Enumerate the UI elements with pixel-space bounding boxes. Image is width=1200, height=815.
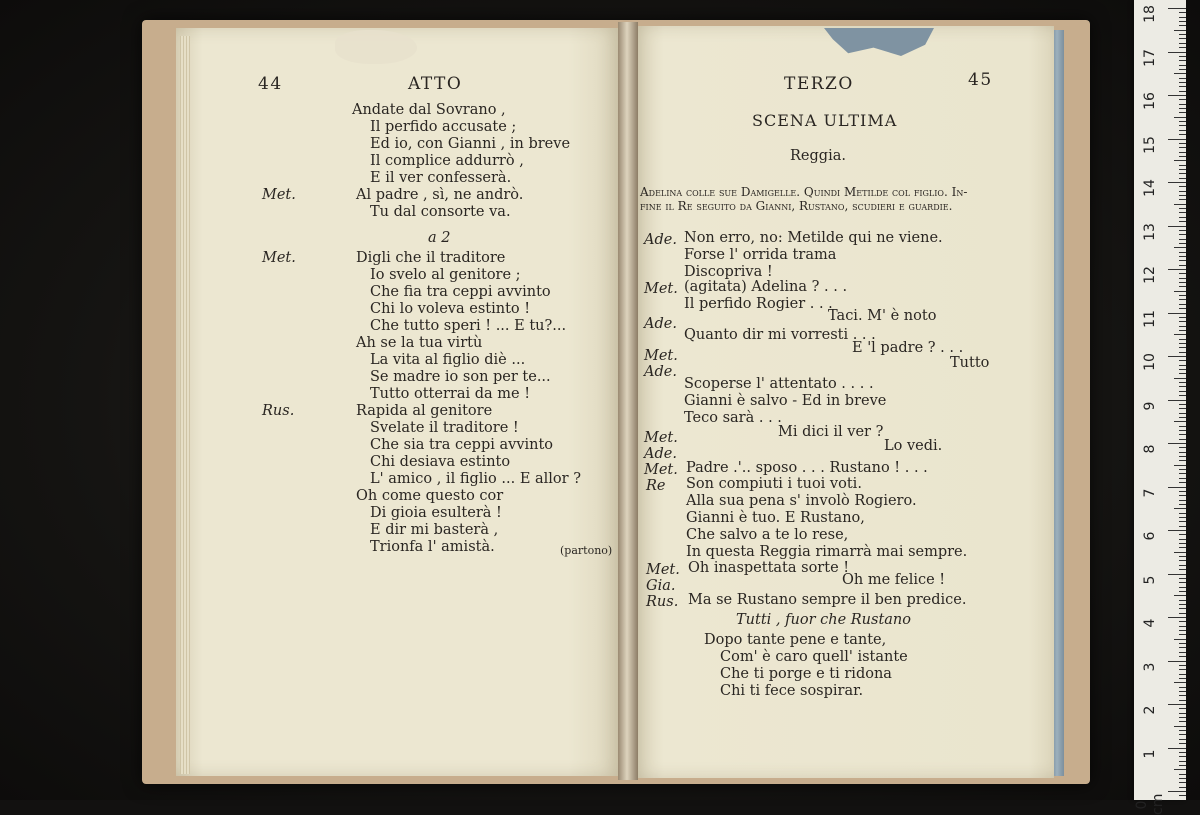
- ruler-number: 12: [1142, 266, 1158, 284]
- verse-line: Teco sarà . . .: [684, 410, 782, 426]
- verse-line: Scoperse l' attentato . . . .: [684, 376, 874, 392]
- ruler-tick: [1179, 252, 1186, 253]
- ruler-tick: [1179, 199, 1186, 200]
- ruler-tick: [1168, 269, 1186, 270]
- right-running-head: TERZO: [784, 74, 854, 94]
- ruler-tick: [1179, 43, 1186, 44]
- ruler-number: 17: [1142, 48, 1158, 67]
- a-due-heading: a 2: [428, 230, 451, 246]
- ruler-tick: [1179, 613, 1186, 614]
- ruler-tick: [1179, 347, 1186, 348]
- ruler-tick: [1179, 82, 1186, 83]
- ruler-number: 16: [1142, 92, 1158, 110]
- ruler-tick: [1168, 661, 1186, 662]
- ruler-tick: [1179, 112, 1186, 113]
- ruler-tick: [1179, 156, 1186, 157]
- ruler-tick: [1168, 791, 1186, 792]
- ruler-tick: [1174, 682, 1186, 683]
- ruler-number: 0 cm: [1134, 793, 1166, 815]
- tutti-heading: Tutti , fuor che Rustano: [736, 612, 911, 628]
- verse-line: Tutto: [950, 355, 990, 371]
- ruler-tick: [1179, 782, 1186, 783]
- ruler-tick: [1179, 173, 1186, 174]
- characters-line: fine il Re seguito da Gianni, Rustano, scudieri e guardie.: [640, 199, 953, 213]
- ruler-tick: [1179, 395, 1186, 396]
- ruler-tick: [1179, 121, 1186, 122]
- speaker-label: Rus.: [262, 403, 295, 419]
- verse-line: Di gioia esulterà !: [370, 505, 502, 521]
- ruler-tick: [1174, 508, 1186, 509]
- ruler-number: 13: [1142, 222, 1158, 241]
- ruler-tick: [1179, 761, 1186, 762]
- ruler-number: 8: [1142, 444, 1158, 454]
- ruler-tick: [1179, 130, 1186, 131]
- verse-line: Che salvo a te lo rese,: [686, 527, 849, 543]
- ruler-tick: [1179, 521, 1186, 522]
- ruler-tick: [1179, 239, 1186, 240]
- verse-line: Com' è caro quell' istante: [720, 649, 908, 665]
- ruler-tick: [1179, 534, 1186, 535]
- ruler-tick: [1179, 591, 1186, 592]
- ruler-tick: [1179, 430, 1186, 431]
- ruler-tick: [1168, 356, 1186, 357]
- ruler-tick: [1179, 134, 1186, 135]
- ruler-tick: [1179, 695, 1186, 696]
- verse-line: E il ver confesserà.: [370, 170, 512, 186]
- verse-line: Io svelo al genitore ;: [370, 267, 521, 283]
- ruler-tick: [1179, 774, 1186, 775]
- ruler-tick: [1179, 730, 1186, 731]
- ruler-tick: [1179, 308, 1186, 309]
- ruler-tick: [1179, 373, 1186, 374]
- verse-line: Gianni è salvo - Ed in breve: [684, 393, 887, 409]
- ruler-tick: [1179, 186, 1186, 187]
- ruler-tick: [1168, 487, 1186, 488]
- ruler-tick: [1179, 787, 1186, 788]
- ruler-tick: [1174, 378, 1186, 379]
- ruler-tick: [1179, 452, 1186, 453]
- ruler-tick: [1179, 513, 1186, 514]
- verse-line: Il perfido accusate ;: [370, 119, 517, 135]
- ruler-tick: [1179, 734, 1186, 735]
- ruler-tick: [1168, 530, 1186, 531]
- verse-line: Forse l' orrida trama: [684, 247, 837, 263]
- ruler-tick: [1179, 434, 1186, 435]
- ruler-tick: [1179, 191, 1186, 192]
- right-page-number: 45: [968, 70, 993, 90]
- verse-line: Ma se Rustano sempre il ben predice.: [688, 592, 967, 608]
- left-page-number: 44: [258, 74, 283, 94]
- ruler-tick: [1179, 152, 1186, 153]
- ruler-tick: [1179, 230, 1186, 231]
- verse-line: In questa Reggia rimarrà mai sempre.: [686, 544, 968, 560]
- ruler-tick: [1179, 743, 1186, 744]
- ruler-tick: [1179, 756, 1186, 757]
- ruler-tick: [1179, 765, 1186, 766]
- ruler-tick: [1168, 8, 1186, 9]
- ruler-tick: [1179, 547, 1186, 548]
- verse-line: Rapida al genitore: [356, 403, 493, 419]
- verse-line: La vita al figlio diè ...: [370, 352, 526, 368]
- ruler-tick: [1174, 117, 1186, 118]
- ruler-tick: [1179, 286, 1186, 287]
- ruler-tick: [1179, 108, 1186, 109]
- ruler-tick: [1179, 408, 1186, 409]
- speaker-label: Ade.: [644, 316, 677, 332]
- ruler-tick: [1179, 717, 1186, 718]
- ruler-number: 4: [1142, 618, 1158, 628]
- verse-line: Oh come questo cor: [356, 488, 504, 504]
- ruler-tick: [1179, 104, 1186, 105]
- verse-line: Chi ti fece sospirar.: [720, 683, 864, 699]
- ruler-tick: [1179, 634, 1186, 635]
- ruler-tick: [1168, 617, 1186, 618]
- ruler-tick: [1179, 147, 1186, 148]
- ruler-tick: [1174, 639, 1186, 640]
- ruler-tick: [1179, 47, 1186, 48]
- ruler-tick: [1168, 313, 1186, 314]
- ruler-tick: [1179, 691, 1186, 692]
- ruler-tick: [1179, 495, 1186, 496]
- ruler-tick: [1168, 52, 1186, 53]
- ruler-number: 14: [1142, 179, 1158, 197]
- ruler-tick: [1179, 339, 1186, 340]
- ruler-tick: [1179, 38, 1186, 39]
- paper-tear-mark: [335, 30, 417, 64]
- ruler-tick: [1168, 226, 1186, 227]
- verse-line: Chi desiava estinto: [370, 454, 511, 470]
- verse-line: Lo vedi.: [884, 438, 943, 454]
- characters-line: Adelina colle sue Damigelle. Quindi Metilde col figlio. In-: [640, 185, 968, 199]
- ruler-tick: [1174, 595, 1186, 596]
- ruler-tick: [1174, 421, 1186, 422]
- ruler-number: 2: [1142, 705, 1158, 715]
- ruler-number: 6: [1142, 531, 1158, 541]
- ruler-tick: [1179, 652, 1186, 653]
- ruler-tick: [1179, 78, 1186, 79]
- verse-line: Oh inaspettata sorte !: [688, 560, 850, 576]
- ruler-tick: [1174, 204, 1186, 205]
- speaker-label: Ade.: [644, 364, 677, 380]
- ruler-tick: [1174, 769, 1186, 770]
- speaker-label: Rus.: [646, 594, 679, 610]
- ruler-tick: [1179, 604, 1186, 605]
- ruler-number: 1: [1142, 749, 1158, 758]
- ruler-tick: [1179, 643, 1186, 644]
- verse-line: Svelate il traditore !: [370, 420, 519, 436]
- verse-line: Tutto otterrai da me !: [370, 386, 531, 402]
- ruler-tick: [1179, 413, 1186, 414]
- ruler-tick: [1168, 95, 1186, 96]
- ruler-number: 18: [1142, 5, 1158, 23]
- ruler-tick: [1179, 647, 1186, 648]
- ruler-tick: [1168, 443, 1186, 444]
- ruler-tick: [1179, 426, 1186, 427]
- ruler-tick: [1179, 169, 1186, 170]
- ruler-tick: [1179, 86, 1186, 87]
- ruler-tick: [1168, 182, 1186, 183]
- ruler-tick: [1179, 517, 1186, 518]
- ruler-tick: [1168, 574, 1186, 575]
- ruler-tick: [1174, 291, 1186, 292]
- ruler-tick: [1179, 256, 1186, 257]
- page-edges: [180, 36, 190, 774]
- ruler-number: 11: [1142, 309, 1158, 328]
- ruler-tick: [1179, 25, 1186, 26]
- ruler-tick: [1174, 552, 1186, 553]
- ruler-tick: [1179, 60, 1186, 61]
- speaker-label: Met.: [644, 281, 678, 297]
- ruler-tick: [1174, 334, 1186, 335]
- ruler-tick: [1179, 143, 1186, 144]
- ruler-tick: [1179, 404, 1186, 405]
- ruler-tick: [1179, 369, 1186, 370]
- ruler-tick: [1179, 656, 1186, 657]
- ruler-tick: [1179, 469, 1186, 470]
- ruler-tick: [1179, 234, 1186, 235]
- ruler-tick: [1179, 282, 1186, 283]
- ruler-tick: [1179, 125, 1186, 126]
- ruler-tick: [1179, 208, 1186, 209]
- ruler-tick: [1179, 600, 1186, 601]
- ruler-tick: [1174, 160, 1186, 161]
- verse-line: Son compiuti i tuoi voti.: [686, 476, 862, 492]
- ruler-tick: [1179, 12, 1186, 13]
- verse-line: Gianni è tuo. E Rustano,: [686, 510, 865, 526]
- ruler-tick: [1179, 460, 1186, 461]
- verse-line: Ah se la tua virtù: [356, 335, 483, 351]
- verse-line: Ed io, con Gianni , in breve: [370, 136, 571, 152]
- ruler-tick: [1179, 752, 1186, 753]
- ruler-tick: [1179, 491, 1186, 492]
- ruler-tick: [1179, 439, 1186, 440]
- ruler-tick: [1179, 669, 1186, 670]
- ruler-tick: [1179, 543, 1186, 544]
- scene-setting: Reggia.: [790, 148, 846, 164]
- verse-line: Al padre , sì, ne andrò.: [356, 187, 524, 203]
- book-gutter: [618, 22, 638, 780]
- speaker-label: Gia.: [646, 578, 676, 594]
- ruler-tick: [1179, 212, 1186, 213]
- verse-line: Trionfa l' amistà.: [370, 539, 495, 555]
- ruler-tick: [1179, 99, 1186, 100]
- ruler-tick: [1179, 321, 1186, 322]
- verse-line: Oh me felice !: [842, 572, 946, 588]
- verse-line: Che fia tra ceppi avvinto: [370, 284, 551, 300]
- ruler-tick: [1179, 278, 1186, 279]
- speaker-label: Met.: [644, 462, 678, 478]
- verse-line: Non erro, no: Metilde qui ne viene.: [684, 230, 943, 246]
- verse-line: L' amico , il figlio ... E allor ?: [370, 471, 581, 487]
- ruler-tick: [1179, 21, 1186, 22]
- ruler-tick: [1179, 273, 1186, 274]
- ruler-tick: [1179, 587, 1186, 588]
- ruler-tick: [1174, 726, 1186, 727]
- ruler-tick: [1168, 704, 1186, 705]
- speaker-label: Met.: [644, 430, 678, 446]
- verse-line: Il perfido Rogier . . .: [684, 296, 833, 312]
- ruler-tick: [1179, 386, 1186, 387]
- speaker-label: Met.: [262, 250, 296, 266]
- ruler-tick: [1179, 317, 1186, 318]
- ruler-tick: [1179, 365, 1186, 366]
- ruler-tick: [1179, 221, 1186, 222]
- verse-line: Alla sua pena s' involò Rogiero.: [686, 493, 917, 509]
- verse-line: (agitata) Adelina ? . . .: [684, 279, 848, 295]
- ruler-tick: [1179, 65, 1186, 66]
- ruler-tick: [1179, 260, 1186, 261]
- ruler-tick: [1179, 447, 1186, 448]
- ruler-tick: [1179, 739, 1186, 740]
- ruler-tick: [1179, 526, 1186, 527]
- speaker-label: Met.: [644, 348, 678, 364]
- ruler-tick: [1179, 391, 1186, 392]
- ruler-tick: [1179, 569, 1186, 570]
- ruler-number: 7: [1142, 488, 1158, 497]
- verse-line: Discopriva !: [684, 264, 773, 280]
- verse-line: Che ti porge e ti ridona: [720, 666, 892, 682]
- ruler-tick: [1179, 500, 1186, 501]
- speaker-label: Re: [646, 478, 666, 494]
- ruler-tick: [1179, 473, 1186, 474]
- speaker-label: Ade.: [644, 232, 677, 248]
- verse-line: E dir mi basterà ,: [370, 522, 499, 538]
- ruler-tick: [1179, 626, 1186, 627]
- ruler-tick: [1179, 708, 1186, 709]
- ruler-tick: [1179, 456, 1186, 457]
- speaker-label: Met.: [646, 562, 680, 578]
- ruler-tick: [1179, 417, 1186, 418]
- ruler-tick: [1179, 630, 1186, 631]
- ruler-tick: [1179, 713, 1186, 714]
- verse-line: Se madre io son per te...: [370, 369, 551, 385]
- ruler-tick: [1168, 400, 1186, 401]
- ruler-tick: [1179, 687, 1186, 688]
- verse-line: Mi dici il ver ?: [778, 424, 884, 440]
- ruler-tick: [1179, 243, 1186, 244]
- ruler-tick: [1179, 721, 1186, 722]
- left-running-head: ATTO: [408, 74, 463, 94]
- ruler-tick: [1179, 295, 1186, 296]
- ruler-tick: [1179, 69, 1186, 70]
- verse-line: Che tutto speri ! ... E tu?...: [370, 318, 567, 334]
- ruler-tick: [1179, 560, 1186, 561]
- verse-line: Che sia tra ceppi avvinto: [370, 437, 554, 453]
- ruler-number: 5: [1142, 575, 1158, 584]
- ruler-tick: [1179, 195, 1186, 196]
- ruler-tick: [1179, 539, 1186, 540]
- ruler-tick: [1179, 565, 1186, 566]
- ruler-number: 15: [1142, 135, 1158, 154]
- ruler-tick: [1179, 608, 1186, 609]
- verse-line: Chi lo voleva estinto !: [370, 301, 531, 317]
- ruler-tick: [1174, 30, 1186, 31]
- ruler-tick: [1174, 247, 1186, 248]
- verse-line: Quanto dir mi vorresti . . .: [684, 327, 876, 343]
- ruler-tick: [1179, 360, 1186, 361]
- ruler-tick: [1179, 17, 1186, 18]
- ruler-tick: [1179, 352, 1186, 353]
- ruler-tick: [1179, 674, 1186, 675]
- ruler-tick: [1179, 326, 1186, 327]
- stage-direction: (partono): [560, 544, 613, 557]
- ruler-tick: [1179, 56, 1186, 57]
- ruler-tick: [1179, 778, 1186, 779]
- ruler-tick: [1168, 748, 1186, 749]
- ruler-tick: [1179, 621, 1186, 622]
- ruler-tick: [1179, 34, 1186, 35]
- verse-line: Tu dal consorte va.: [370, 204, 511, 220]
- ruler-tick: [1179, 299, 1186, 300]
- ruler-tick: [1179, 304, 1186, 305]
- ruler-tick: [1174, 73, 1186, 74]
- ruler-tick: [1168, 139, 1186, 140]
- measuring-ruler: [1134, 0, 1186, 815]
- ruler-tick: [1179, 343, 1186, 344]
- ruler-tick: [1179, 382, 1186, 383]
- ruler-tick: [1179, 478, 1186, 479]
- ruler-tick: [1179, 556, 1186, 557]
- ruler-tick: [1179, 795, 1186, 796]
- ruler-tick: [1179, 178, 1186, 179]
- verse-line: Il complice addurrò ,: [370, 153, 524, 169]
- ruler-tick: [1179, 265, 1186, 266]
- ruler-tick: [1179, 504, 1186, 505]
- ruler-tick: [1174, 465, 1186, 466]
- ruler-number: 10: [1142, 353, 1158, 371]
- verse-line: Padre .'.. sposo . . . Rustano ! . . .: [686, 460, 928, 476]
- ruler-number: 3: [1142, 662, 1158, 671]
- speaker-label: Ade.: [644, 446, 677, 462]
- ruler-tick: [1179, 700, 1186, 701]
- ruler-number: 9: [1142, 401, 1158, 410]
- scene-title: SCENA ULTIMA: [752, 111, 898, 130]
- ruler-tick: [1179, 678, 1186, 679]
- verse-line: E 'l padre ? . . .: [852, 340, 964, 356]
- verse-line: Digli che il traditore: [356, 250, 506, 266]
- ruler-tick: [1179, 482, 1186, 483]
- speaker-label: Met.: [262, 187, 296, 203]
- ruler-tick: [1179, 165, 1186, 166]
- ruler-tick: [1179, 578, 1186, 579]
- verse-line: Dopo tante pene e tante,: [704, 632, 887, 648]
- ruler-tick: [1179, 665, 1186, 666]
- ruler-tick: [1179, 217, 1186, 218]
- ruler-tick: [1179, 582, 1186, 583]
- verse-line: Taci. M' è noto: [828, 308, 937, 324]
- verse-line: Andate dal Sovrano ,: [352, 102, 506, 118]
- ruler-tick: [1179, 91, 1186, 92]
- ruler-tick: [1179, 330, 1186, 331]
